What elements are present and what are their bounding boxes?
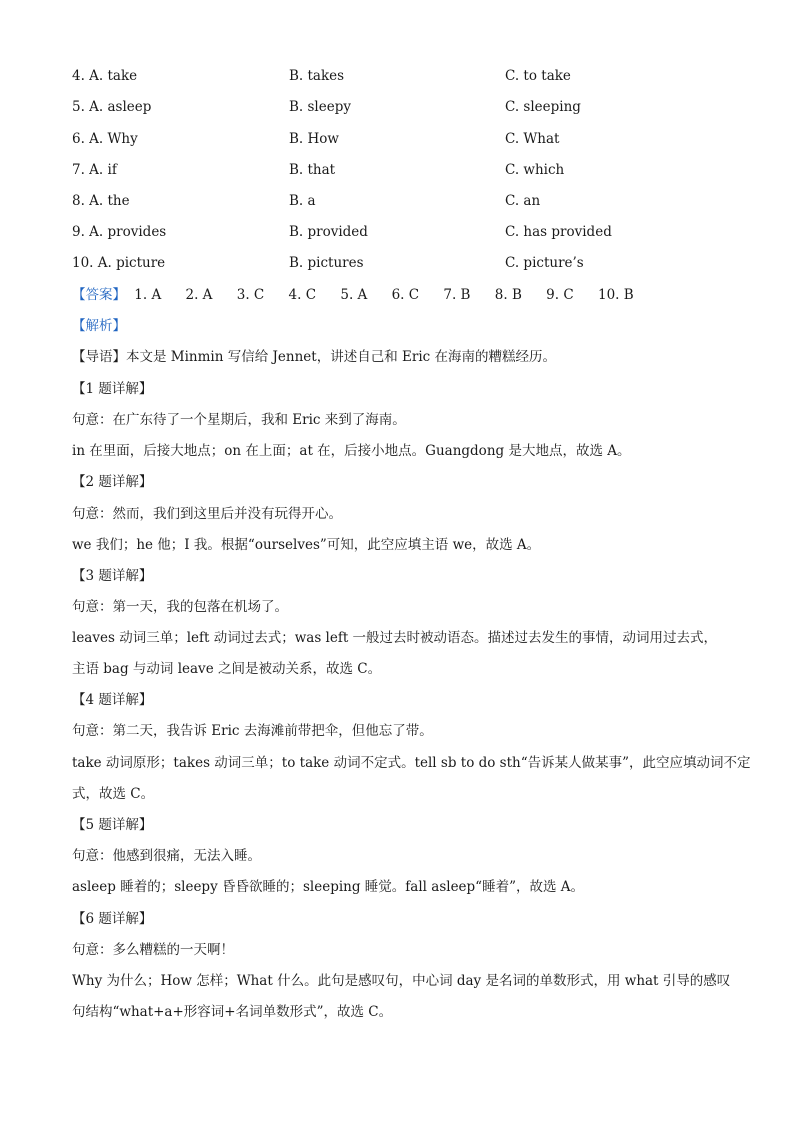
explanation-line: 主语 bag 与动词 leave 之间是被动关系，故选 C。	[72, 661, 382, 677]
option-a: 4. A. take	[72, 68, 138, 84]
answer-item: 4. C	[288, 287, 317, 303]
answer-item: 9. C	[546, 287, 574, 303]
explanation-line: leaves 动词三单；left 动词过去式；was left 一般过去时被动语态。描述过去发生的事情，动词用过去式，	[72, 630, 718, 646]
option-row-7	[72, 160, 752, 180]
section-heading: 【1 题详解】	[72, 381, 153, 397]
option-c: C. to take	[505, 68, 571, 84]
sentence-meaning: 句意：第一天，我的包落在机场了。	[72, 599, 288, 615]
option-a: 9. A. provides	[72, 224, 167, 240]
answer-item: 1. A	[134, 287, 162, 303]
explanation-line: take 动词原形；takes 动词三单；to take 动词不定式。tell sb to do sth“告诉某人做某事”，此空应填动词不定	[72, 755, 751, 771]
option-row-10	[72, 253, 752, 273]
answer-item: 7. B	[443, 287, 471, 303]
option-b: B. provided	[289, 224, 368, 240]
answer-item: 8. B	[494, 287, 522, 303]
option-b: B. pictures	[289, 255, 364, 271]
option-a: 5. A. asleep	[72, 99, 152, 115]
explanation-line: Why 为什么；How 怎样；What 什么。此句是感叹句，中心词 day 是名词的单数形式，用 what 引导的感叹	[72, 973, 731, 989]
explanation-line: asleep 睡着的；sleepy 昏昏欲睡的；sleeping 睡觉。fall asleep“睡着”，故选 A。	[72, 879, 585, 895]
section-heading: 【4 题详解】	[72, 692, 153, 708]
option-a: 8. A. the	[72, 193, 130, 209]
answer-item: 10. B	[597, 287, 634, 303]
answer-item: 5. A	[340, 287, 368, 303]
explanation-line: 式，故选 C。	[72, 786, 155, 802]
sentence-meaning: 句意：他感到很痛，无法入睡。	[72, 848, 261, 864]
option-row-5	[72, 97, 752, 117]
answer-row	[72, 285, 654, 305]
option-c: C. sleeping	[505, 99, 581, 115]
answer-item: 2. A	[185, 287, 213, 303]
option-b: B. sleepy	[289, 99, 351, 115]
option-c: C. which	[505, 162, 565, 178]
option-row-6	[72, 129, 752, 149]
section-heading: 【3 题详解】	[72, 568, 153, 584]
sentence-meaning: 句意：多么糟糕的一天啊！	[72, 942, 234, 958]
option-a: 6. A. Why	[72, 131, 138, 147]
option-c: C. has provided	[505, 224, 612, 240]
analysis-tag: 【解析】	[72, 318, 126, 334]
answer-item: 6. C	[391, 287, 420, 303]
option-b: B. How	[289, 131, 339, 147]
answer-item: 3. C	[236, 287, 265, 303]
section-heading: 【6 题详解】	[72, 911, 153, 927]
section-heading: 【2 题详解】	[72, 474, 153, 490]
option-c: C. picture’s	[505, 255, 584, 271]
explanation-line: 句结构“what+a+形容词+名词单数形式”，故选 C。	[72, 1004, 393, 1020]
sentence-meaning: 句意：在广东待了一个星期后，我和 Eric 来到了海南。	[72, 412, 406, 428]
answer-tag: 【答案】	[72, 287, 126, 303]
option-b: B. that	[289, 162, 336, 178]
section-heading: 【5 题详解】	[72, 817, 153, 833]
option-c: C. an	[505, 193, 541, 209]
sentence-meaning: 句意：然而，我们到这里后并没有玩得开心。	[72, 506, 342, 522]
option-row-4	[72, 66, 752, 86]
option-b: B. a	[289, 193, 316, 209]
sentence-meaning: 句意：第二天，我告诉 Eric 去海滩前带把伞，但他忘了带。	[72, 723, 433, 739]
explanation-line: we 我们；he 他；I 我。根据“ourselves”可知，此空应填主语 we，故选 A。	[72, 537, 541, 553]
option-row-9	[72, 222, 752, 242]
explanation-line: in 在里面，后接大地点；on 在上面；at 在，后接小地点。Guangdong 是大地点，故选 A。	[72, 443, 631, 459]
option-a: 7. A. if	[72, 162, 117, 178]
intro-line: 【导语】本文是 Minmin 写信给 Jennet，讲述自己和 Eric 在海南的糟糕经历。	[72, 349, 556, 365]
option-row-8	[72, 191, 752, 211]
option-c: C. What	[505, 131, 560, 147]
option-a: 10. A. picture	[72, 255, 166, 271]
option-b: B. takes	[289, 68, 345, 84]
